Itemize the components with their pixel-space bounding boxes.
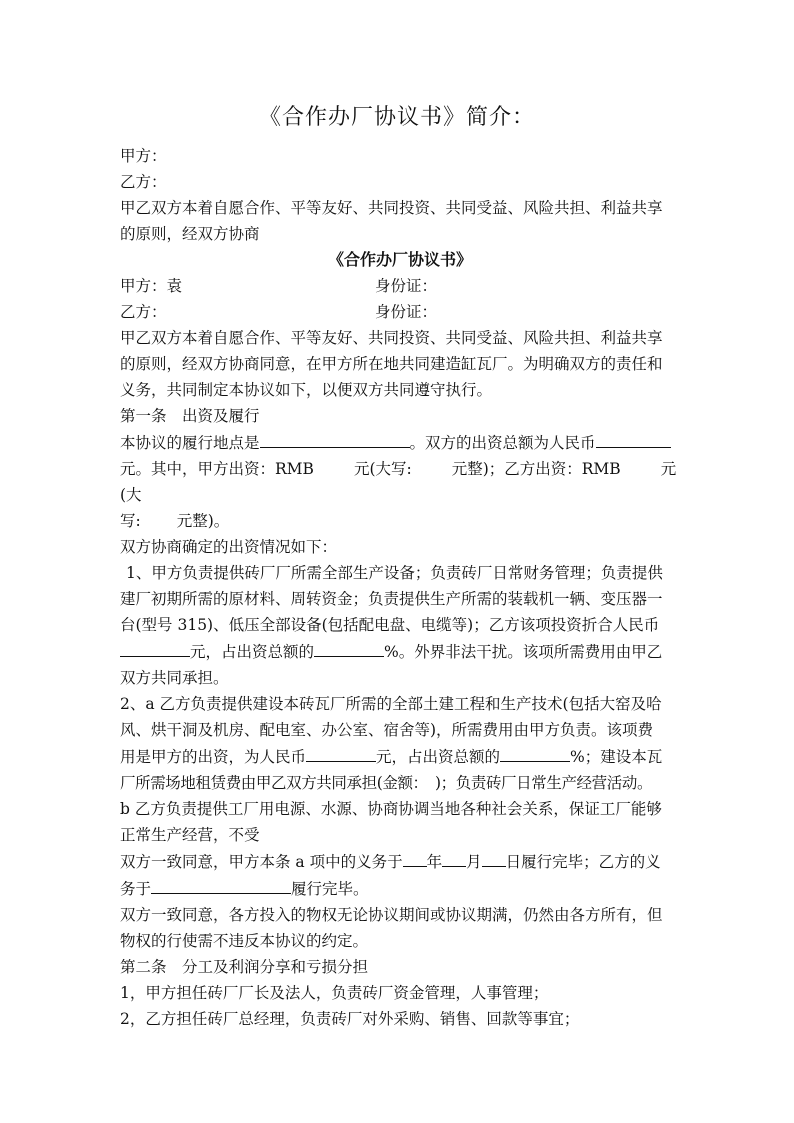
preamble-line-1: 甲乙双方本着自愿合作、平等友好、共同投资、共同受益、风险共担、利益共享: [120, 329, 663, 347]
item-2-line-3: [120, 743, 680, 770]
item-1-line-2: 建厂初期所需的原材料、周转资金；负责提供生产所需的装载机一辆、变压器一: [120, 590, 663, 608]
item-1-line-5: 双方共同承担。: [120, 669, 229, 687]
text-fragment: %。外界非法干扰。该项所需费用由甲乙: [384, 643, 663, 661]
document-title: 《合作办厂协议书》简介：: [258, 105, 535, 130]
item-1-line-4: [120, 638, 680, 665]
text-fragment: 元(大写:: [353, 460, 412, 478]
blank-year[interactable]: [403, 848, 427, 867]
text-fragment: 写:: [120, 512, 141, 530]
blank-day[interactable]: [482, 848, 506, 867]
text-fragment: 月: [466, 853, 482, 871]
text-fragment: 用是甲方的出资，为人民币: [120, 748, 307, 766]
party-b-label: 乙方：: [120, 303, 167, 321]
article-2-heading: 第二条 分工及利润分享和亏损分担: [120, 958, 369, 976]
blank-date[interactable]: [151, 875, 291, 894]
article-1-line-1: [120, 429, 680, 456]
item-2-line-7: [120, 848, 680, 875]
article-1-line-3: [120, 508, 680, 534]
article-2-line-2: 2，乙方担任砖厂总经理，负责砖厂对外采购、销售、回款等事宜；: [120, 1010, 580, 1028]
blank-amount[interactable]: [120, 638, 190, 657]
item-2-line-5: b 乙方负责提供工厂用电源、水源、协商协调当地各种社会关系，保证工厂能够: [120, 800, 662, 818]
article-1-heading: 第一条 出资及履行: [120, 407, 260, 425]
party-b-row: [120, 299, 680, 325]
text-fragment: %；建设本瓦: [570, 748, 663, 766]
item-2-line-2: 风、烘干洞及机房、配电室、办公室、宿舍等)，所需费用由甲方负责。该项费: [120, 721, 654, 739]
party-a-label: 甲方：袁: [120, 277, 183, 295]
preamble-line-2: 的原则，经双方协商同意，在甲方所在地共同建造缸瓦厂。为明确双方的责任和: [120, 355, 663, 373]
text-fragment: 元整)。: [176, 512, 230, 530]
text-fragment: 元，占出资总额的: [376, 748, 501, 766]
text-fragment: 元，占出资总额的: [190, 643, 315, 661]
item-2-line-8: [120, 875, 680, 902]
blank-percent[interactable]: [314, 638, 384, 657]
article-1-line-4: 双方协商确定的出资情况如下：: [120, 538, 338, 556]
text-fragment: 双方一致同意，甲方本条 a 项中的义务于: [120, 853, 403, 871]
text-fragment: 日履行完毕；乙方的义: [505, 853, 661, 871]
article-1-line-2: [120, 456, 680, 508]
intro-line-2: 的原则，经双方协商: [120, 225, 260, 243]
item-2-line-6: 正常生产经营，不受: [120, 826, 260, 844]
text-fragment: 元(大: [120, 460, 677, 504]
intro-party-b: 乙方：: [120, 173, 167, 191]
text-fragment: 年: [426, 853, 443, 871]
article-2-line-1: 1，甲方担任砖厂厂长及法人，负责砖厂资金管理，人事管理；: [120, 984, 549, 1002]
blank-amount[interactable]: [306, 743, 376, 762]
intro-party-a: 甲方：: [120, 147, 167, 165]
item-1-line-3: 台(型号 315)、低压全部设备(包括配电盘、电缆等)；乙方该项投资折合人民币: [120, 616, 660, 634]
text-fragment: 务于: [120, 880, 152, 898]
text-fragment: 履行完毕。: [291, 880, 369, 898]
property-line-2: 物权的行使需不违反本协议的约定。: [120, 932, 369, 950]
text-fragment: 本协议的履行地点是: [120, 434, 260, 452]
agreement-subtitle: 《合作办厂协议书》: [327, 250, 472, 269]
text-fragment: 元整)；乙方出资：RMB: [451, 460, 621, 478]
intro-line-1: 甲乙双方本着自愿合作、平等友好、共同投资、共同受益、风险共担、利益共享: [120, 199, 663, 217]
item-2-line-1: 2、a 乙方负责提供建设本砖瓦厂所需的全部土建工程和生产技术(包括大窑及哈: [120, 695, 662, 713]
blank-month[interactable]: [442, 848, 466, 867]
preamble-line-3: 义务，共同制定本协议如下，以便双方共同遵守执行。: [120, 381, 493, 399]
party-a-id-label: 身份证：: [375, 277, 438, 295]
party-b-id-label: 身份证：: [375, 303, 438, 321]
blank-location[interactable]: [260, 429, 410, 448]
property-line-1: 双方一致同意，各方投入的物权无论协议期间或协议期满，仍然由各方所有，但: [120, 906, 663, 924]
document-body: [120, 143, 680, 1032]
item-1-line-1: 1、甲方负责提供砖厂厂所需全部生产设备；负责砖厂日常财务管理；负责提供: [126, 564, 663, 582]
blank-total-amount[interactable]: [596, 429, 671, 448]
party-a-row: [120, 273, 680, 299]
text-fragment: 元。其中，甲方出资：RMB: [120, 460, 314, 478]
blank-percent[interactable]: [500, 743, 570, 762]
text-fragment: 。双方的出资总额为人民币: [409, 434, 596, 452]
item-2-line-4: 厂所需场地租赁费由甲乙双方共同承担(金额： )；负责砖厂日常生产经营活动。: [120, 774, 653, 792]
